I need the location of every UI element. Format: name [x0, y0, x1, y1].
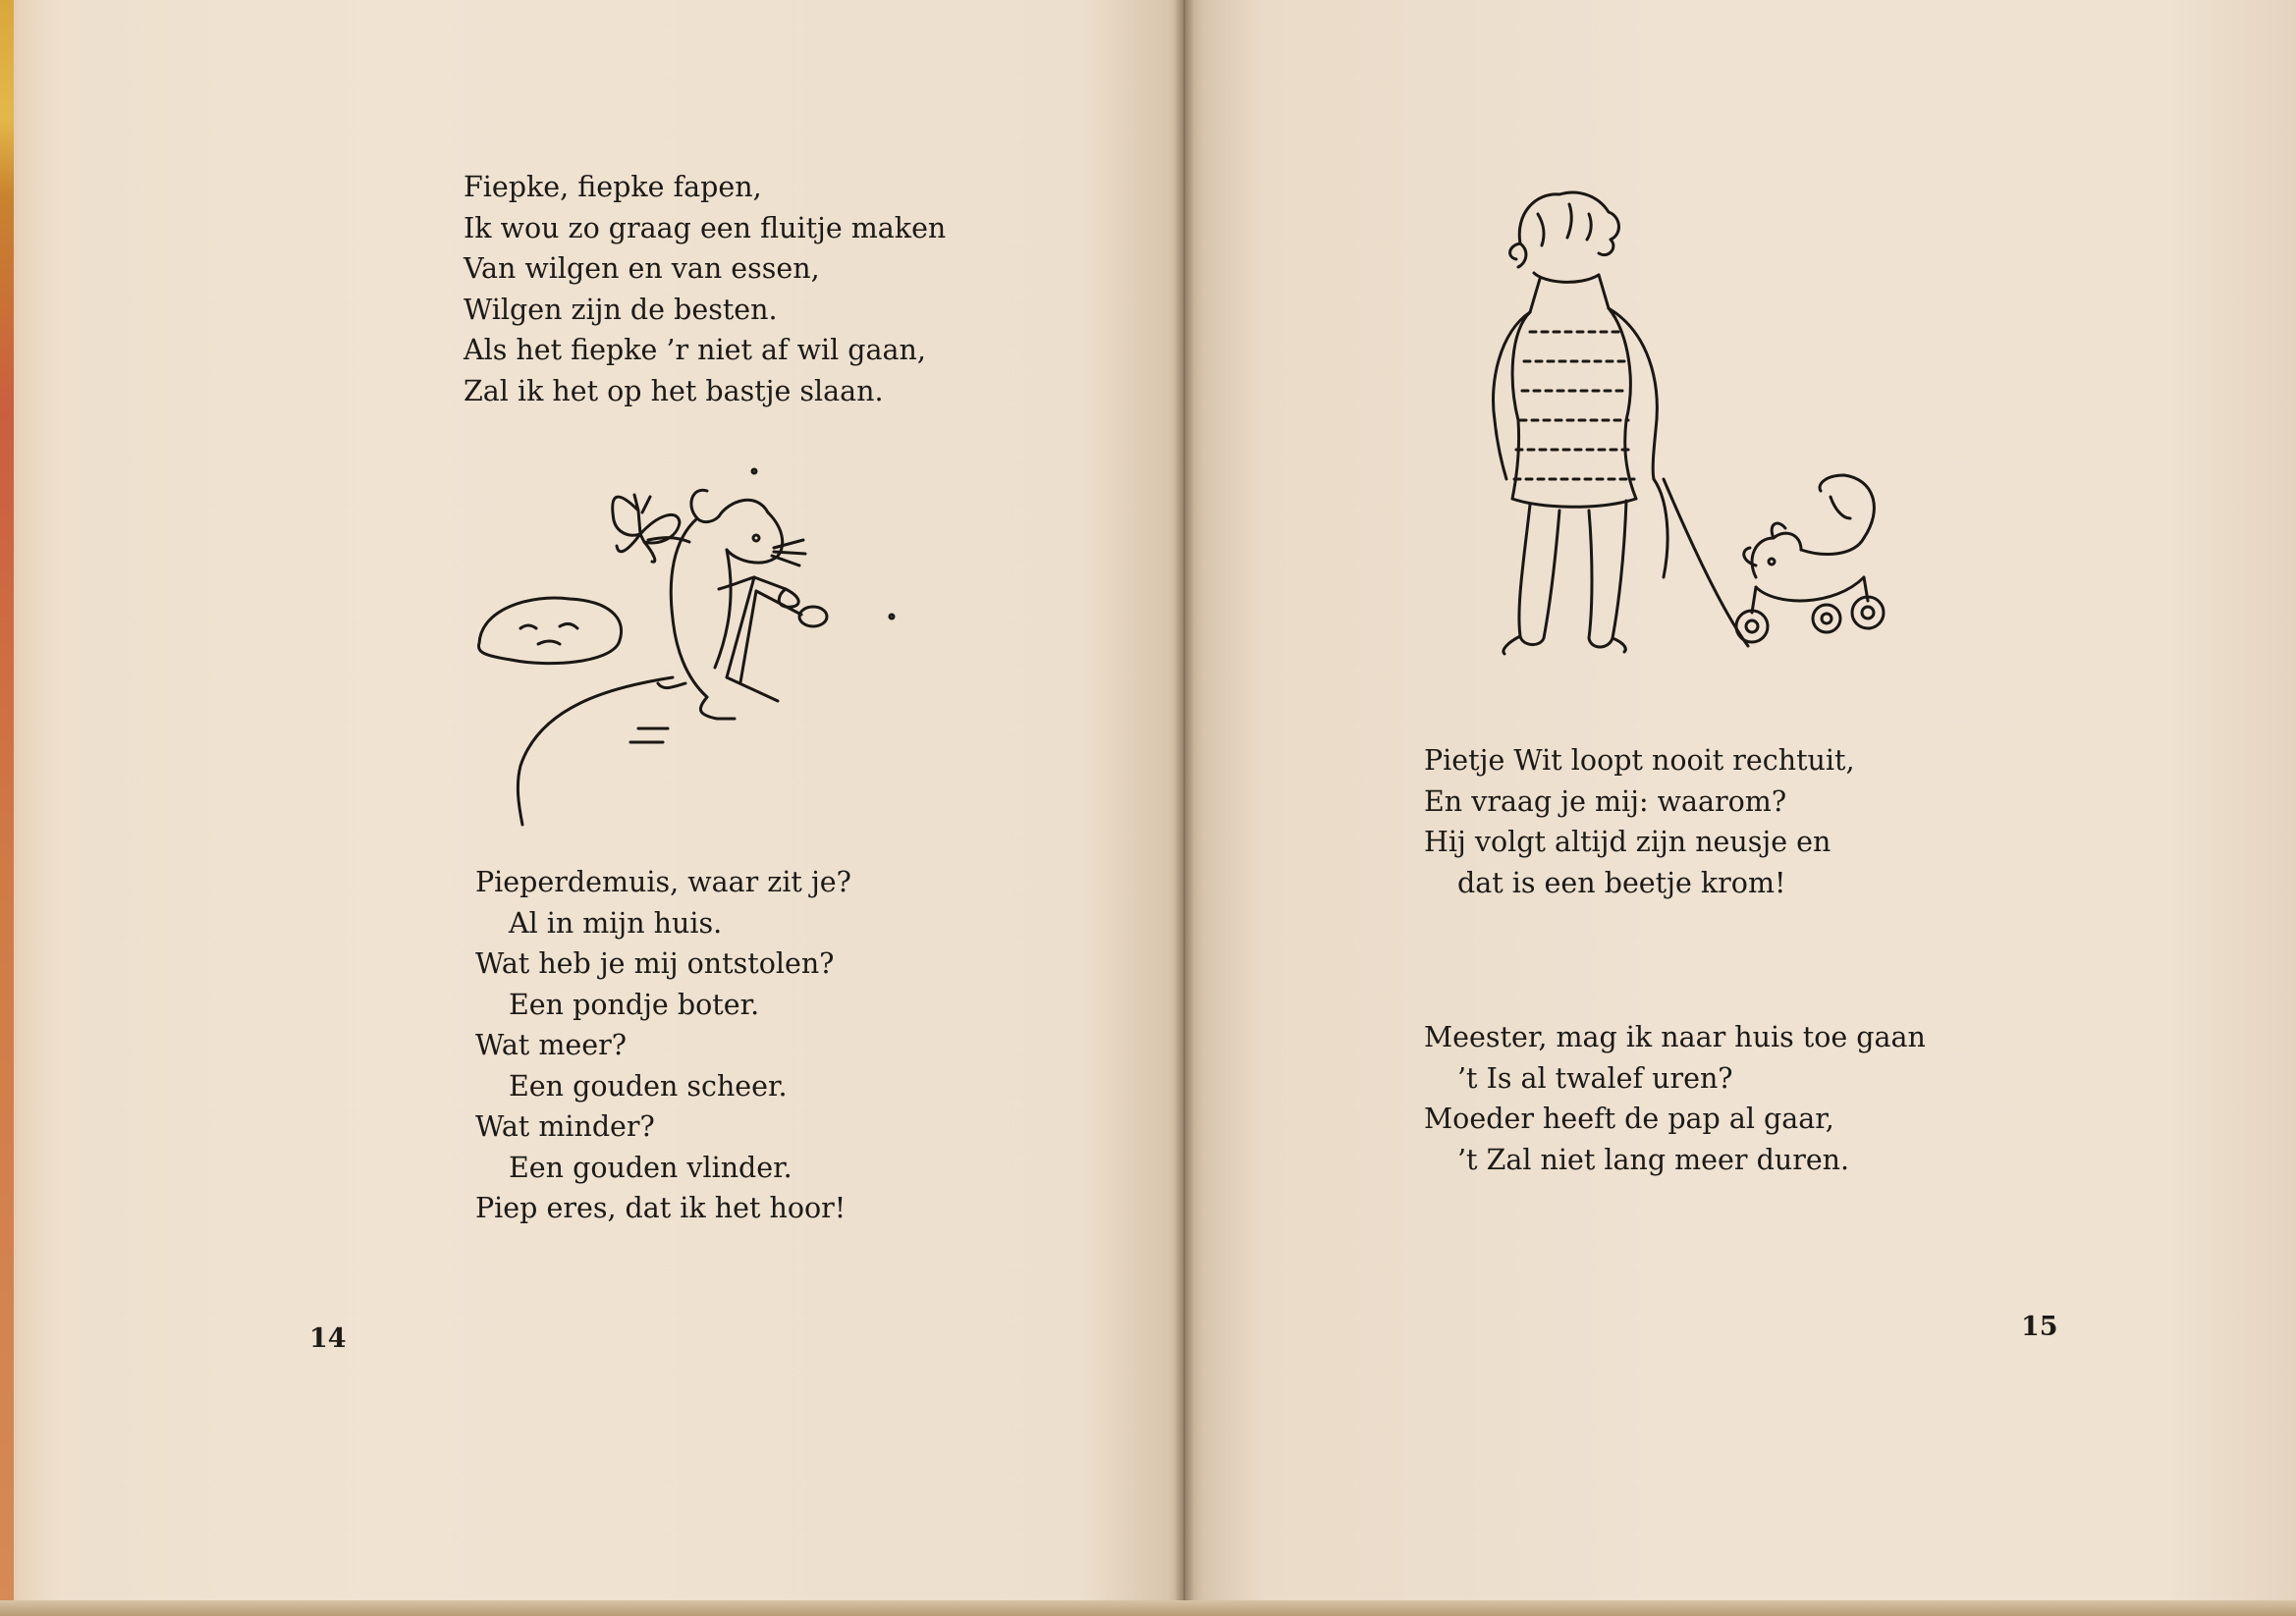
poem-line: Wilgen zijn de besten.: [464, 293, 778, 326]
book-gutter: [1175, 0, 1194, 1616]
poem-line: En vraag je mij: waarom?: [1424, 784, 1787, 818]
poem-line: Een pondje boter.: [509, 988, 760, 1021]
page-number-right: 15: [2021, 1312, 2058, 1342]
poem-line: Als het fiepke ’r niet af wil gaan,: [464, 334, 926, 366]
poem-pieperdemuis: [475, 862, 851, 1229]
poem-line: Pietje Wit loopt nooit rechtuit,: [1424, 744, 1855, 777]
book-bottom-edge: [0, 1600, 2296, 1616]
poem-line: Fiepke, fiepke fapen,: [464, 171, 762, 203]
book-edge-strip: [0, 0, 14, 1616]
poem-line: Wat heb je mij ontstolen?: [475, 947, 835, 980]
poem-line: Van wilgen en van essen,: [464, 252, 820, 285]
poem-line: Zal ik het op het bastje slaan.: [464, 374, 884, 407]
right-page: [1184, 0, 2296, 1616]
poem-line: Hij volgt altijd zijn neusje en: [1424, 826, 1831, 858]
poem-line: Ik wou zo graag een fluitje maken: [464, 211, 947, 244]
mouse-illustration-icon: [462, 452, 913, 835]
poem-line: Meester, mag ik naar huis toe gaan: [1424, 1021, 1926, 1053]
poem-line: Een gouden vlinder.: [509, 1151, 793, 1184]
poem-line: Al in mijn huis.: [509, 906, 723, 940]
poem-line: dat is een beetje krom!: [1457, 866, 1786, 899]
poem-line: Wat meer?: [475, 1029, 627, 1061]
poem-pietje-wit: [1424, 740, 1855, 903]
poem-line: ’t Zal niet lang meer duren.: [1457, 1143, 1850, 1176]
page-number-left: 14: [309, 1323, 347, 1354]
poem-line: Piep eres, dat ik het hoor!: [475, 1192, 847, 1224]
poem-line: Wat minder?: [475, 1110, 655, 1143]
poem-line: Pieperdemuis, waar zit je?: [475, 866, 851, 898]
child-with-toy-illustration-icon: [1461, 185, 1874, 685]
poem-fiepke: [464, 167, 946, 411]
poem-line: Een gouden scheer.: [509, 1069, 788, 1103]
poem-line: Moeder heeft de pap al gaar,: [1424, 1103, 1834, 1135]
poem-meester: [1424, 1017, 1926, 1180]
poem-line: ’t Is al twalef uren?: [1457, 1061, 1733, 1095]
